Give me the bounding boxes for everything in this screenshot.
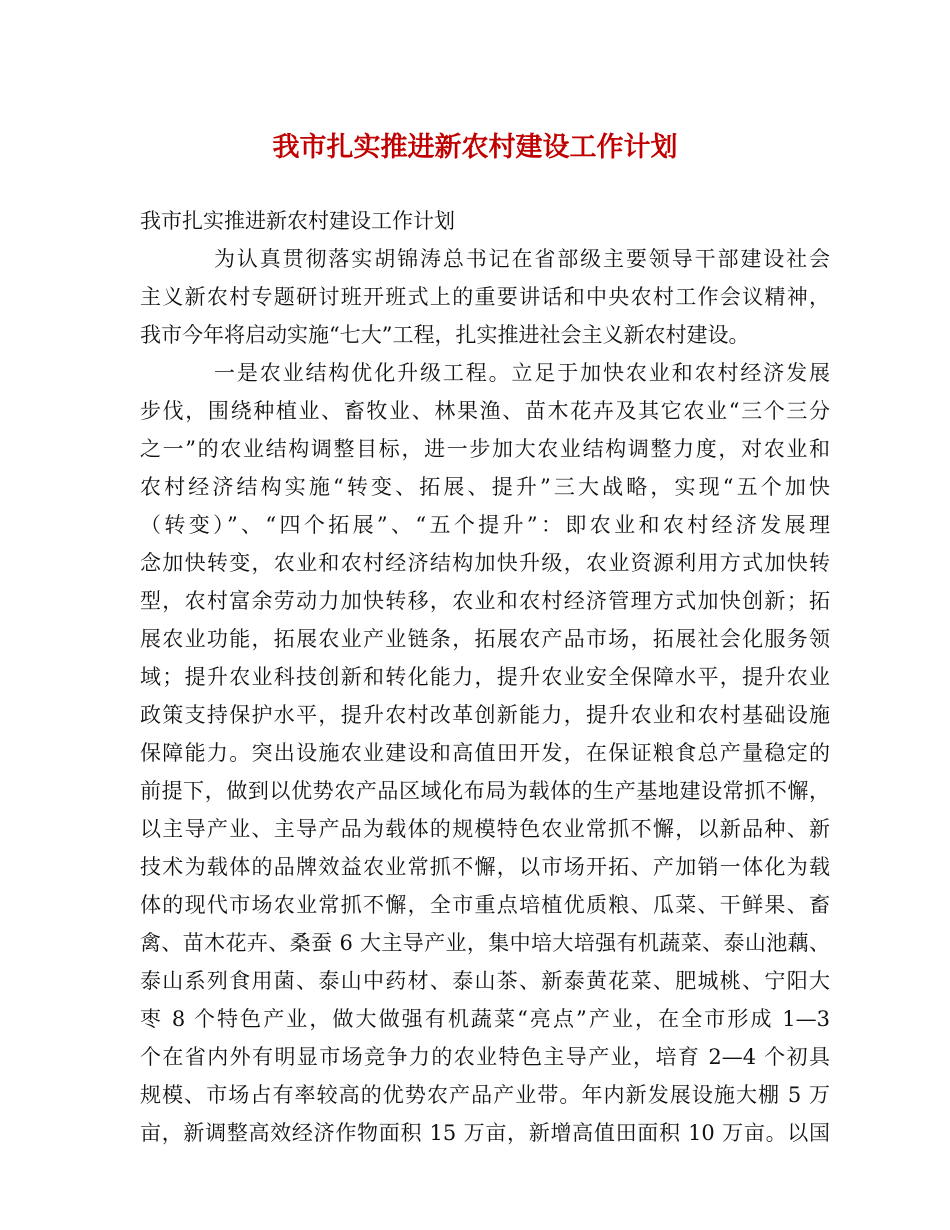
paragraph-line: 展农业功能，拓展农业产业链条，拓展农产品市场，拓展社会化服务领 [140,627,830,651]
paragraph-line: 主义新农村专题研讨班开班式上的重要讲话和中央农村工作会议精神， [140,285,830,309]
paragraph-line: （转变）”、“四个拓展”、“五个提升”：即农业和农村经济发展理 [140,513,830,537]
paragraph-line: 一是农业结构优化升级工程。立足于加快农业和农村经济发展 [214,361,830,385]
document-body [140,202,830,1152]
paragraph-line: 我市今年将启动实施“七大”工程，扎实推进社会主义新农村建设。 [140,323,750,347]
paragraph-line: 个在省内外有明显市场竞争力的农业特色主导产业，培育 2—4 个初具 [140,1045,830,1069]
paragraph-line: 政策支持保护水平，提升农村改革创新能力，提升农业和农村基础设施 [140,703,830,727]
paragraph-line: 为认真贯彻落实胡锦涛总书记在省部级主要领导干部建设社会 [214,247,830,271]
paragraph-line: 步伐，围绕种植业、畜牧业、林果渔、苗木花卉及其它农业“三个三分 [140,399,830,423]
paragraph-line: 技术为载体的品牌效益农业常抓不懈，以市场开拓、产加销一体化为载 [140,855,830,879]
document-title: 我市扎实推进新农村建设工作计划 [272,132,678,163]
paragraph-line: 泰山系列食用菌、泰山中药材、泰山茶、新泰黄花菜、肥城桃、宁阳大 [140,969,830,993]
paragraph-line: 之一”的农业结构调整目标，进一步加大农业结构调整力度，对农业和 [140,437,830,461]
paragraph-line: 型，农村富余劳动力加快转移，农业和农村经济管理方式加快创新；拓 [140,589,830,613]
paragraph-line: 前提下，做到以优势农产品区域化布局为载体的生产基地建设常抓不懈， [140,779,830,803]
paragraph-line: 以主导产业、主导产品为载体的规模特色农业常抓不懈，以新品种、新 [140,817,830,841]
paragraph-line: 体的现代市场农业常抓不懈，全市重点培植优质粮、瓜菜、干鲜果、畜 [140,893,830,917]
paragraph-line: 农村经济结构实施“转变、拓展、提升”三大战略，实现“五个加快 [140,475,830,499]
paragraph-line: 念加快转变，农业和农村经济结构加快升级，农业资源利用方式加快转 [140,551,830,575]
paragraph-line: 枣 8 个特色产业，做大做强有机蔬菜“亮点”产业，在全市形成 1—3 [140,1007,830,1031]
paragraph-line: 禽、苗木花卉、桑蚕 6 大主导产业，集中培大培强有机蔬菜、泰山池藕、 [140,931,830,955]
paragraph-line: 保障能力。突出设施农业建设和高值田开发，在保证粮食总产量稳定的 [140,741,830,765]
paragraph-line: 亩，新调整高效经济作物面积 15 万亩，新增高值田面积 10 万亩。以国 [140,1121,830,1145]
subtitle-line: 我市扎实推进新农村建设工作计划 [140,209,455,233]
paragraph-line: 域；提升农业科技创新和转化能力，提升农业安全保障水平，提升农业 [140,665,830,689]
paragraph-line: 规模、市场占有率较高的优势农产品产业带。年内新发展设施大棚 5 万 [140,1083,830,1107]
